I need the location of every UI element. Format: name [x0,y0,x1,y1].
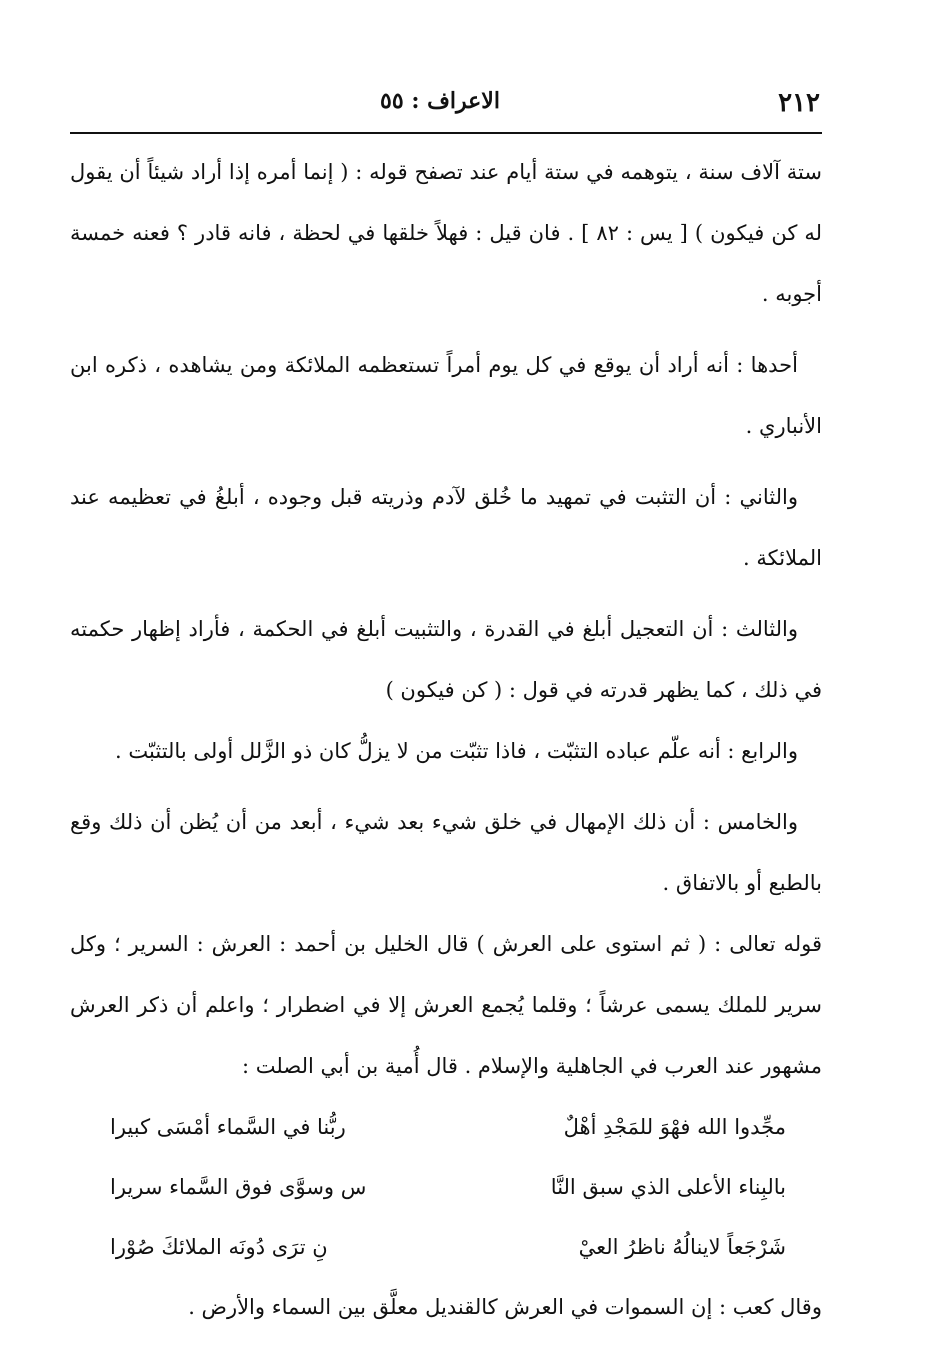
verse-first-hemistich: شَرْجَعاً لاينالُهُ ناظرُ العيْ [578,1235,786,1259]
paragraph-fifth-answer: والخامس : أن ذلك الإمهال في خلق شيء بعد شيء ، أبعد من أن يُظن أن ذلك وقع بالطبع أو بالاتفاق . [70,810,822,895]
paragraph-third-answer: والثالث : أن التعجيل أبلغ في القدرة ، والتثبيت أبلغ في الحكمة ، فأراد إظهار حكمته في ذلك ، كما يظهر قدرته في قول : ( كن فيكون ) [70,617,822,702]
paragraph-intro: ستة آلاف سنة ، يتوهمه في ستة أيام عند تصفح قوله : ( إنما أمره إذا أراد شيئاً أن يقول له كن فيكون ) [ يس : ٨٢ ] . فان قيل : فهلاً خلقها في لحظة ، فانه قادر ؟ فعنه خمسة أجوبه . [70,160,822,306]
paragraph-second-answer: والثاني : أن التثبت في تمهيد ما خُلق لآدم وذريته قبل وجوده ، أبلغُ في تعظيمه عند الملائكة . [70,485,822,570]
paragraph-first-answer: أحدها : أنه أراد أن يوقع في كل يوم أمراً تستعظمه الملائكة ومن يشاهده ، ذكره ابن الأنباري . [70,353,822,438]
running-head: الاعراف : ٥٥ [380,88,500,114]
paragraph-closing: وقال كعب : إن السموات في العرش كالقنديل معلَّق بين السماء والأرض . [188,1295,822,1319]
page-number: ٢١٢ [778,88,820,118]
page-header [60,88,820,128]
body-text [70,142,822,1338]
header-rule [70,132,822,134]
verse-second-hemistich: ربُّنا في السَّماء أمْسَى كبيرا [110,1115,346,1139]
paragraph-fourth-answer: والرابع : أنه علّم عباده التثبّت ، فاذا تثبّت من لا يزلُّ كان ذو الزَّلل أولى بالتثبّت . [115,739,798,763]
poem-verses [70,1097,822,1277]
verse-first-hemistich: بالبِناء الأعلى الذي سبق النَّا [550,1175,786,1199]
verse-line [70,1157,822,1217]
verse-line [70,1097,822,1157]
verse-first-hemistich: مجِّدوا الله فهْوَ للمَجْدِ أهْلٌ [563,1115,786,1139]
verse-second-hemistich: س وسوَّى فوق السَّماء سريرا [110,1175,367,1199]
verse-line [70,1217,822,1277]
paragraph-throne: قوله تعالى : ( ثم استوى على العرش ) قال الخليل بن أحمد : العرش : السرير ؛ وكل سرير للملك يسمى عرشاً ؛ وقلما يُجمع العرش إلا في اضطرار ؛ واعلم أن ذكر العرش مشهور عند العرب في الجاهلية والإسلام . قال أُمية بن أبي الصلت : [70,932,822,1078]
verse-second-hemistich: نِ ترَى دُونَه الملائكَ صُوْرا [110,1235,328,1259]
